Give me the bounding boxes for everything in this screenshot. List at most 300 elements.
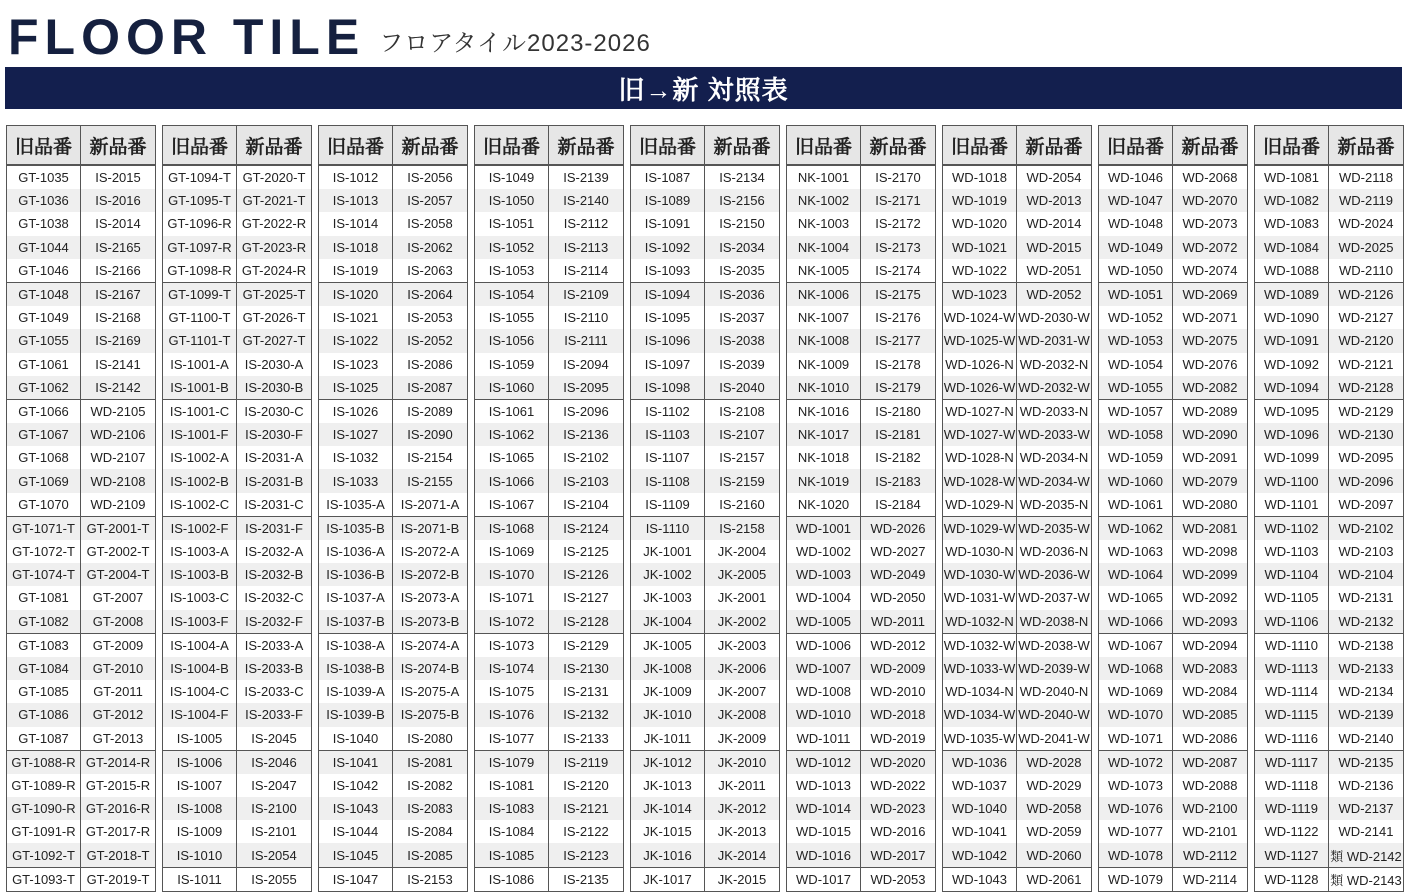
table-row xyxy=(475,680,624,703)
table-row xyxy=(943,493,1092,517)
new-code: IS-2168 xyxy=(95,310,141,326)
table-row xyxy=(631,750,780,774)
old-code: IS-1050 xyxy=(475,189,549,212)
table-row xyxy=(7,236,156,259)
new-code: IS-2031-B xyxy=(237,469,312,492)
old-code: WD-1020 xyxy=(943,212,1017,235)
table-row xyxy=(7,469,156,492)
new-code: WD-2036-N xyxy=(1019,544,1089,560)
old-code: IS-1014 xyxy=(319,212,393,235)
new-code: JK-2001 xyxy=(717,590,767,606)
old-code: WD-1101 xyxy=(1255,493,1329,517)
old-code: WD-1053 xyxy=(1099,329,1173,352)
old-code: NK-1002 xyxy=(787,189,861,212)
old-code: IS-1070 xyxy=(475,563,549,586)
old-code: GT-1066 xyxy=(7,399,81,423)
new-code: JK-2011 xyxy=(718,777,766,793)
new-code: IS-2173 xyxy=(861,236,936,259)
old-code: IS-1081 xyxy=(475,774,549,797)
table-row xyxy=(787,282,936,306)
table-row xyxy=(787,820,936,843)
table-row xyxy=(1099,540,1248,563)
new-code: IS-2110 xyxy=(563,310,609,326)
new-code: IS-2125 xyxy=(563,544,609,560)
new-code: WD-2134 xyxy=(1338,684,1394,700)
table-row xyxy=(1255,867,1404,891)
column-header-new: 新品番 xyxy=(81,126,156,166)
old-code: IS-1087 xyxy=(631,165,705,189)
new-code: IS-2182 xyxy=(875,450,921,466)
old-code: IS-1052 xyxy=(475,236,549,259)
old-code: IS-1092 xyxy=(631,236,705,259)
new-code: WD-2036-W xyxy=(1017,563,1092,586)
new-code: GT-2016-R xyxy=(81,797,156,820)
new-code: IS-2094 xyxy=(563,356,609,372)
table-row xyxy=(787,843,936,867)
old-code: GT-1062 xyxy=(7,376,81,400)
new-code: JK-2003 xyxy=(705,633,780,657)
new-code: IS-2084 xyxy=(407,824,453,840)
new-code: WD-2015 xyxy=(1017,236,1092,259)
table-row xyxy=(319,189,468,212)
new-code: IS-2074-B xyxy=(393,657,468,680)
new-code: WD-2029 xyxy=(1026,777,1082,793)
new-code: IS-2159 xyxy=(705,469,780,492)
old-code: GT-1038 xyxy=(7,212,81,235)
old-code: WD-1115 xyxy=(1255,703,1329,726)
new-code: WD-2101 xyxy=(1182,824,1238,840)
old-code: IS-1022 xyxy=(319,329,393,352)
new-code: GT-2004-T xyxy=(81,563,156,586)
old-code: IS-1055 xyxy=(475,306,549,329)
table-row xyxy=(7,165,156,189)
new-code: GT-2002-T xyxy=(86,544,150,560)
old-code: WD-1043 xyxy=(943,867,1017,891)
old-code: GT-1069 xyxy=(7,469,81,492)
new-code: IS-2032-A xyxy=(244,544,304,560)
new-code: WD-2084 xyxy=(1182,684,1238,700)
old-code: WD-1083 xyxy=(1255,212,1329,235)
table-row xyxy=(163,774,312,797)
new-code: WD-2060 xyxy=(1017,843,1092,867)
table-row xyxy=(787,540,936,563)
new-code: WD-2010 xyxy=(870,684,926,700)
new-code: IS-2086 xyxy=(407,356,453,372)
new-code: WD-2130 xyxy=(1329,423,1404,446)
table-row xyxy=(631,493,780,517)
old-code: WD-1090 xyxy=(1255,306,1329,329)
table-row xyxy=(1255,843,1404,867)
old-code: IS-1094 xyxy=(631,282,705,306)
old-code: IS-1003-C xyxy=(163,586,237,609)
table-row xyxy=(631,165,780,189)
table-row xyxy=(631,563,780,586)
table-row xyxy=(475,423,624,446)
new-code: WD-2040-W xyxy=(1017,703,1092,726)
table-row xyxy=(943,540,1092,563)
old-code: WD-1016 xyxy=(787,843,861,867)
new-code: GT-2008 xyxy=(81,610,156,634)
old-code: JK-1013 xyxy=(631,774,705,797)
old-code: IS-1009 xyxy=(163,820,237,843)
comparison-banner: 旧→新 対照表 xyxy=(5,67,1402,109)
old-code: IS-1096 xyxy=(631,329,705,352)
new-code: IS-2155 xyxy=(393,469,468,492)
new-code: GT-2024-R xyxy=(241,262,307,278)
table-row xyxy=(319,259,468,283)
column-header-new: 新品番 xyxy=(705,126,780,166)
table-row xyxy=(319,446,468,469)
old-code: IS-1047 xyxy=(319,867,393,891)
table-row xyxy=(1255,189,1404,212)
table-row xyxy=(1099,797,1248,820)
table-row xyxy=(163,306,312,329)
new-code: IS-2128 xyxy=(549,610,624,634)
table-row xyxy=(1255,423,1404,446)
old-code: WD-1055 xyxy=(1099,376,1173,400)
new-code: IS-2036 xyxy=(705,282,780,306)
table-row xyxy=(319,282,468,306)
table-row xyxy=(7,516,156,540)
table-row xyxy=(943,376,1092,400)
old-code: WD-1119 xyxy=(1255,797,1329,820)
new-code: IS-2101 xyxy=(251,824,297,840)
old-code: IS-1040 xyxy=(319,727,393,751)
table-row xyxy=(631,820,780,843)
table-row xyxy=(163,843,312,867)
old-code: WD-1013 xyxy=(787,774,861,797)
table-row xyxy=(787,633,936,657)
new-code: IS-2134 xyxy=(719,170,765,186)
old-code: JK-1012 xyxy=(631,750,705,774)
old-code: IS-1002-F xyxy=(163,516,237,540)
table-row xyxy=(7,633,156,657)
new-code: WD-2109 xyxy=(90,496,146,512)
new-code: IS-2038 xyxy=(705,329,780,352)
table-row xyxy=(319,353,468,376)
table-row xyxy=(787,657,936,680)
new-code: WD-2034-N xyxy=(1019,450,1089,466)
old-code: WD-1057 xyxy=(1099,399,1173,423)
old-code: IS-1039-B xyxy=(319,703,393,726)
old-code: IS-1001-F xyxy=(163,423,237,446)
old-code: WD-1128 xyxy=(1255,867,1329,891)
new-code: WD-2112 xyxy=(1173,843,1248,867)
new-code: GT-2007 xyxy=(92,590,144,606)
table-row xyxy=(631,774,780,797)
column-header-new: 新品番 xyxy=(1017,126,1092,166)
new-code: IS-2166 xyxy=(95,262,141,278)
old-code: WD-1027-W xyxy=(943,423,1017,446)
table-row xyxy=(787,259,936,283)
old-code: GT-1072-T xyxy=(7,540,81,563)
new-code: IS-2111 xyxy=(549,329,624,352)
old-code: IS-1001-B xyxy=(163,376,237,400)
new-code: IS-2030-B xyxy=(237,376,312,400)
old-code: WD-1030-N xyxy=(943,540,1017,563)
table-row xyxy=(943,446,1092,469)
column-header-old: 旧品番 xyxy=(787,126,861,166)
old-code: WD-1024-W xyxy=(943,306,1017,329)
new-code: GT-2012 xyxy=(81,703,156,726)
comparison-tables xyxy=(6,125,1404,887)
new-code: WD-2024 xyxy=(1338,216,1394,232)
table-row xyxy=(7,867,156,891)
new-code: WD-2107 xyxy=(90,450,146,466)
column-header-new: 新品番 xyxy=(861,126,936,166)
table-row xyxy=(475,399,624,423)
table-row xyxy=(943,750,1092,774)
new-code: JK-2008 xyxy=(705,703,780,726)
new-code: IS-2030-A xyxy=(244,356,304,372)
new-code: IS-2032-B xyxy=(237,563,312,586)
table-row xyxy=(1099,727,1248,751)
old-code: GT-1090-R xyxy=(7,797,81,820)
new-code: WD-2038-W xyxy=(1017,633,1092,657)
table-row xyxy=(319,165,468,189)
new-code: WD-2038-N xyxy=(1017,610,1092,634)
old-code: NK-1006 xyxy=(787,282,861,306)
old-code: WD-1051 xyxy=(1099,282,1173,306)
table-row xyxy=(1255,306,1404,329)
table-row xyxy=(475,189,624,212)
table-row xyxy=(7,329,156,352)
new-code: WD-2100 xyxy=(1173,797,1248,820)
new-code: GT-2014-R xyxy=(81,750,156,774)
old-code: WD-1017 xyxy=(787,867,861,891)
new-code: IS-2082 xyxy=(407,777,453,793)
new-code: WD-2132 xyxy=(1329,610,1404,634)
new-code: IS-2095 xyxy=(549,376,624,400)
new-code: IS-2103 xyxy=(549,469,624,492)
old-code: GT-1074-T xyxy=(7,563,81,586)
table-row xyxy=(631,212,780,235)
old-code: WD-1095 xyxy=(1255,399,1329,423)
old-code: WD-1088 xyxy=(1255,259,1329,283)
table-row xyxy=(787,610,936,634)
old-code: JK-1008 xyxy=(631,657,705,680)
old-code: WD-1004 xyxy=(787,586,861,609)
table-row xyxy=(475,236,624,259)
new-code: IS-2016 xyxy=(81,189,156,212)
table-row xyxy=(7,703,156,726)
table-row xyxy=(787,797,936,820)
new-code: WD-2052 xyxy=(1017,282,1092,306)
comparison-table-9 xyxy=(1254,125,1404,892)
table-row xyxy=(631,329,780,352)
table-row xyxy=(163,353,312,376)
table-row xyxy=(319,657,468,680)
table-row xyxy=(787,446,936,469)
old-code: NK-1001 xyxy=(787,165,861,189)
column-header-old: 旧品番 xyxy=(163,126,237,166)
table-row xyxy=(787,376,936,400)
new-code: IS-2033-C xyxy=(244,684,304,700)
table-row xyxy=(475,516,624,540)
old-code: WD-1028-N xyxy=(943,446,1017,469)
old-code: GT-1101-T xyxy=(163,329,237,352)
new-code: IS-2132 xyxy=(549,703,624,726)
old-code: JK-1014 xyxy=(631,797,705,820)
old-code: IS-1036-A xyxy=(319,540,393,563)
table-header-row xyxy=(1099,126,1248,166)
table-row xyxy=(1255,540,1404,563)
table-row xyxy=(475,212,624,235)
table-row xyxy=(319,610,468,634)
column-header-new: 新品番 xyxy=(549,126,624,166)
new-code: WD-2088 xyxy=(1182,777,1238,793)
new-code: WD-2083 xyxy=(1173,657,1248,680)
table-row xyxy=(163,610,312,634)
old-code: WD-1066 xyxy=(1099,610,1173,634)
old-code: WD-1054 xyxy=(1099,353,1173,376)
new-code: IS-2033-A xyxy=(237,633,312,657)
new-code: WD-2092 xyxy=(1182,590,1238,606)
old-code: IS-1039-A xyxy=(319,680,393,703)
old-code: JK-1001 xyxy=(631,540,705,563)
table-row xyxy=(7,727,156,751)
table-row xyxy=(475,586,624,609)
new-code: WD-2037-W xyxy=(1018,590,1090,606)
old-code: IS-1071 xyxy=(475,586,549,609)
new-code: WD-2082 xyxy=(1173,376,1248,400)
new-code: WD-2026 xyxy=(861,516,936,540)
table-row xyxy=(1255,797,1404,820)
table-row xyxy=(787,680,936,703)
old-code: WD-1014 xyxy=(787,797,861,820)
old-code: GT-1098-R xyxy=(163,259,237,283)
old-code: IS-1041 xyxy=(319,750,393,774)
table-row xyxy=(1099,376,1248,400)
table-row xyxy=(319,820,468,843)
table-row xyxy=(319,306,468,329)
old-code: WD-1061 xyxy=(1099,493,1173,517)
old-code: WD-1032-W xyxy=(943,633,1017,657)
new-code: WD-2018 xyxy=(861,703,936,726)
table-row xyxy=(943,329,1092,352)
old-code: GT-1044 xyxy=(7,236,81,259)
new-code: WD-2020 xyxy=(861,750,936,774)
old-code: NK-1007 xyxy=(787,306,861,329)
table-row xyxy=(787,306,936,329)
table-row xyxy=(7,189,156,212)
table-row xyxy=(1099,165,1248,189)
old-code: GT-1099-T xyxy=(163,282,237,306)
new-code: JK-2009 xyxy=(717,730,767,746)
old-code: WD-1113 xyxy=(1255,657,1329,680)
table-row xyxy=(1099,843,1248,867)
table-row xyxy=(163,189,312,212)
new-code: WD-2102 xyxy=(1329,516,1404,540)
old-code: WD-1064 xyxy=(1099,563,1173,586)
table-row xyxy=(943,703,1092,726)
table-row xyxy=(475,329,624,352)
new-code: WD-2087 xyxy=(1173,750,1248,774)
new-code: IS-2142 xyxy=(81,376,156,400)
old-code: IS-1036-B xyxy=(319,563,393,586)
table-row xyxy=(475,774,624,797)
table-row xyxy=(163,236,312,259)
table-row xyxy=(475,610,624,634)
old-code: WD-1072 xyxy=(1099,750,1173,774)
table-row xyxy=(1255,165,1404,189)
new-code: WD-2068 xyxy=(1182,170,1238,186)
new-code: IS-2089 xyxy=(393,399,468,423)
old-code: GT-1046 xyxy=(7,259,81,283)
old-code: IS-1072 xyxy=(475,610,549,634)
new-code: WD-2054 xyxy=(1026,170,1082,186)
old-code: GT-1048 xyxy=(7,282,81,306)
table-row xyxy=(1099,610,1248,634)
old-code: WD-1034-N xyxy=(943,680,1017,703)
table-row xyxy=(319,727,468,751)
new-code: IS-2032-C xyxy=(244,590,304,606)
new-code: IS-2054 xyxy=(237,843,312,867)
new-code: WD-2103 xyxy=(1338,544,1394,560)
old-code: IS-1108 xyxy=(631,469,705,492)
new-code: WD-2061 xyxy=(1017,867,1092,891)
table-row xyxy=(787,353,936,376)
new-code: WD-2106 xyxy=(81,423,156,446)
new-code: IS-2039 xyxy=(719,356,765,372)
old-code: JK-1015 xyxy=(631,820,705,843)
table-row xyxy=(631,353,780,376)
old-code: IS-1025 xyxy=(319,376,393,400)
table-row xyxy=(631,306,780,329)
new-code: WD-2025 xyxy=(1329,236,1404,259)
table-row xyxy=(163,282,312,306)
new-code: IS-2085 xyxy=(393,843,468,867)
table-row xyxy=(319,633,468,657)
table-row xyxy=(1099,657,1248,680)
table-row xyxy=(631,586,780,609)
new-code: WD-2027 xyxy=(870,544,926,560)
new-code: WD-2099 xyxy=(1173,563,1248,586)
old-code: NK-1003 xyxy=(787,212,861,235)
old-code: IS-1067 xyxy=(475,493,549,517)
table-row xyxy=(631,680,780,703)
table-row xyxy=(631,843,780,867)
table-row xyxy=(1099,633,1248,657)
new-code: WD-2097 xyxy=(1338,496,1394,512)
new-code: GT-2018-T xyxy=(81,843,156,867)
new-code: WD-2133 xyxy=(1329,657,1404,680)
table-row xyxy=(631,189,780,212)
new-code: JK-2007 xyxy=(717,684,767,700)
table-row xyxy=(163,376,312,400)
table-row xyxy=(475,306,624,329)
old-code: IS-1060 xyxy=(475,376,549,400)
old-code: WD-1032-N xyxy=(943,610,1017,634)
comparison-table-8 xyxy=(1098,125,1248,892)
new-code: IS-2080 xyxy=(407,730,453,746)
column-header-old: 旧品番 xyxy=(1099,126,1173,166)
old-code: WD-1058 xyxy=(1099,423,1173,446)
new-code: IS-2052 xyxy=(393,329,468,352)
new-code: IS-2014 xyxy=(95,216,141,232)
new-code: WD-2075 xyxy=(1173,329,1248,352)
new-code: WD-2079 xyxy=(1173,469,1248,492)
new-code: WD-2016 xyxy=(870,824,926,840)
old-code: GT-1085 xyxy=(7,680,81,703)
old-code: WD-1035-W xyxy=(943,727,1017,751)
table-row xyxy=(943,306,1092,329)
new-code: WD-2030-W xyxy=(1018,310,1090,326)
table-row xyxy=(7,774,156,797)
table-row xyxy=(943,469,1092,492)
table-row xyxy=(943,797,1092,820)
new-code: IS-2064 xyxy=(393,282,468,306)
